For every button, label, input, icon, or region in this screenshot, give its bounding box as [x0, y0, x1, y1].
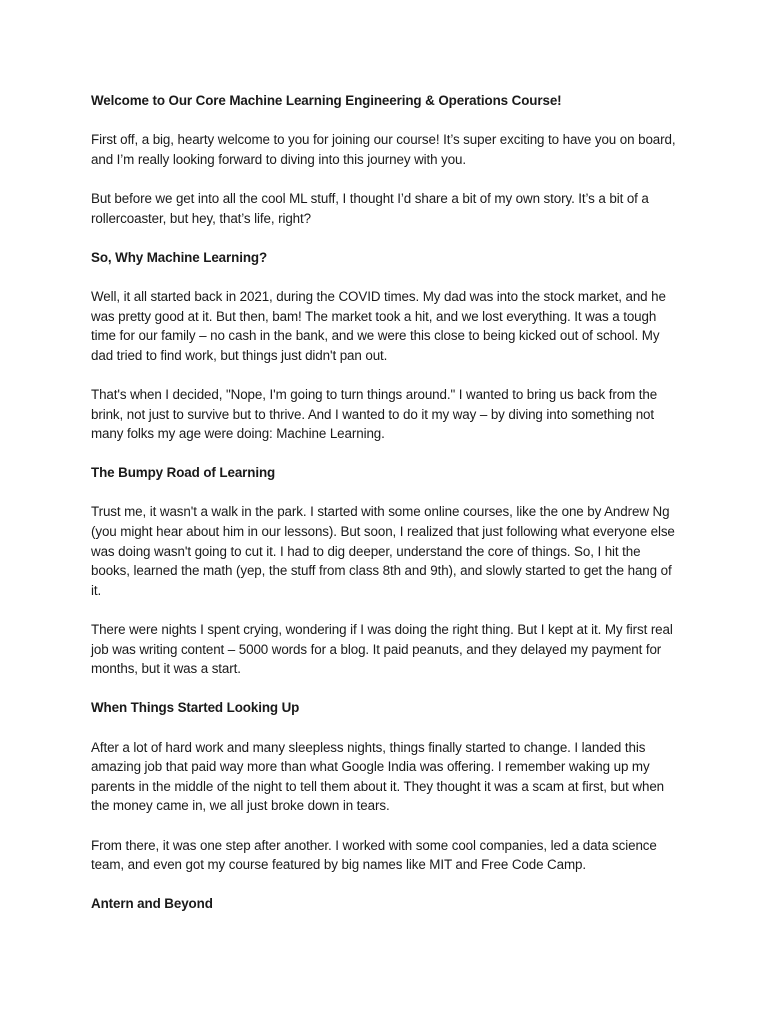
looking-up-paragraph-2: From there, it was one step after another. I worked with some cool companies, led a data science team, and even got my course featured by big names like MIT and Free Code Camp.: [91, 837, 657, 873]
document-title: Welcome to Our Core Machine Learning Engineering & Operations Course!: [91, 93, 562, 108]
section-heading-antern: Antern and Beyond: [91, 896, 213, 912]
why-ml-paragraph-2: That's when I decided, "Nope, I'm going to turn things around." I wanted to bring us back from the brink, not just to survive but to thrive. And I wanted to do it my way – by diving into something not many folks my age were doing: Machine Learning.: [91, 386, 658, 442]
section-heading-looking-up: When Things Started Looking Up: [91, 700, 300, 716]
section-heading-why-ml: So, Why Machine Learning?: [91, 249, 268, 265]
why-ml-paragraph-1: Well, it all started back in 2021, during the COVID times. My dad was into the stock market, and he was pretty good at it. But then, bam! The market took a hit, and we lost everything. It was a tough time for our family – no cash in the bank, and we were this close to being kicked out of school. My dad tried to find work, but things just didn't pan out.: [91, 288, 666, 363]
bumpy-road-paragraph-2: There were nights I spent crying, wondering if I was doing the right thing. But I kept at it. My first real job was writing content – 5000 words for a blog. It paid peanuts, and they delayed my payment for months, but it was a start.: [91, 622, 673, 677]
section-heading-bumpy-road: The Bumpy Road of Learning: [91, 465, 276, 481]
document-body: [91, 91, 681, 934]
story-intro-paragraph: But before we get into all the cool ML stuff, I thought I’d share a bit of my own story. It’s a bit of a rollercoaster, but hey, that’s life, right?: [91, 190, 649, 226]
looking-up-paragraph-1: After a lot of hard work and many sleepless nights, things finally started to change. I landed this amazing job that paid way more than what Google India was offering. I remember waking up my parents in the middle of the night to tell them about it. They thought it was a scam at first, but when the money came in, we all just broke down in tears.: [91, 739, 665, 814]
bumpy-road-paragraph-1: Trust me, it wasn't a walk in the park. I started with some online courses, like the one by Andrew Ng (you might hear about him in our lessons). But soon, I realized that just following what everyone else was doing wasn't going to cut it. I had to dig deeper, understand the core of things. So, I hit the books, learned the math (yep, the stuff from class 8th and 9th), and slowly started to get the hang of it.: [91, 504, 675, 598]
welcome-paragraph: First off, a big, hearty welcome to you for joining our course! It’s super exciting to have you on board, and I’m really looking forward to diving into this journey with you.: [91, 132, 676, 167]
